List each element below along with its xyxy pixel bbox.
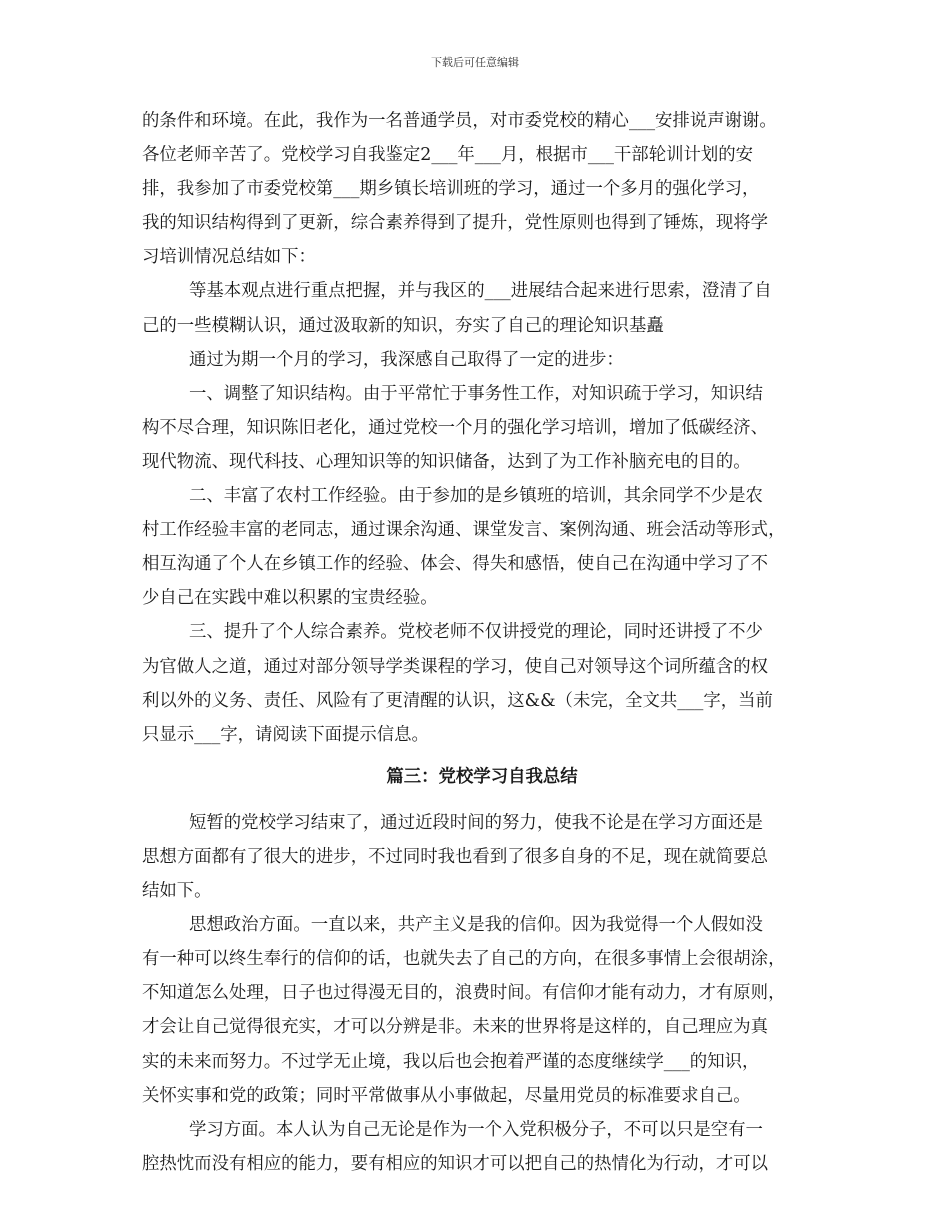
text-line: 我的知识结构得到了更新，综合素养得到了提升，党性原则也得到了锤炼，现将学 (142, 213, 769, 234)
paragraph (142, 806, 822, 908)
text-line: 等基本观点进行重点把握，并与我区的___进展结合起来进行思索，澄清了自 (189, 281, 772, 302)
text-line: 学习方面。本人认为自己无论是作为一个入党积极分子，不可以只是空有一 (189, 1119, 763, 1140)
text-line: 腔热忱而没有相应的能力，要有相应的知识才可以把自己的热情化为行动，才可以 (142, 1153, 769, 1174)
text-line: 结如下。 (142, 881, 212, 902)
paragraph (142, 908, 822, 1113)
text-line: 思想政治方面。一直以来，共产主义是我的信仰。因为我觉得一个人假如没 (189, 915, 763, 936)
text-line: 现代物流、现代科技、心理知识等的知识储备，达到了为工作补脑充电的目的。 (142, 451, 751, 472)
text-line: 为官做人之道，通过对部分领导学类课程的学习，使自己对领导这个词所蕴含的权 (142, 656, 769, 677)
paragraph (142, 343, 822, 377)
text-line: 构不尽合理，知识陈旧老化，通过党校一个月的强化学习培训，增加了低碳经济、 (142, 417, 769, 438)
text-line: 有一种可以终生奉行的信仰的话，也就失去了自己的方向，在很多事情上会很胡涂， (142, 949, 786, 970)
text-line: 一、调整了知识结构。由于平常忙于事务性工作，对知识疏于学习，知识结 (189, 383, 763, 404)
text-line: 少自己在实践中难以积累的宝贵经验。 (142, 588, 438, 609)
document-body (142, 104, 822, 1181)
paragraph (142, 615, 822, 751)
text-line: 利以外的义务、责任、风险有了更清醒的认识，这&&（未完，全文共___字，当前 (142, 690, 773, 711)
text-line: 实的未来而努力。不过学无止境，我以后也会抱着严谨的态度继续学___的知识， (142, 1051, 760, 1072)
text-line: 通过为期一个月的学习，我深感自己取得了一定的进步： (189, 349, 624, 370)
paragraph (142, 377, 822, 479)
paragraph (142, 104, 822, 274)
text-line: 二、丰富了农村工作经验。由于参加的是乡镇班的培训，其余同学不少是农 (189, 486, 763, 507)
text-line: 关怀实事和党的政策；同时平常做事从小事做起，尽量用党员的标准要求自己。 (142, 1085, 751, 1106)
text-line: 的条件和环境。在此，我作为一名普通学员，对市委党校的精心___安排说声谢谢。 (142, 111, 777, 131)
text-line: 三、提升了个人综合素养。党校老师不仅讲授党的理论，同时还讲授了不少 (189, 622, 763, 643)
section-heading: 篇三：党校学习自我总结 (386, 766, 578, 787)
text-line: 短暂的党校学习结束了，通过近段时间的努力，使我不论是在学习方面还是 (189, 812, 763, 833)
text-line: 相互沟通了个人在乡镇工作的经验、体会、得失和感悟，使自己在沟通中学习了不 (142, 554, 769, 575)
text-line: 村工作经验丰富的老同志，通过课余沟通、课堂发言、案例沟通、班会活动等形式， (142, 520, 786, 541)
text-line: 不知道怎么处理，日子也过得漫无目的，浪费时间。有信仰才能有动力，才有原则， (142, 983, 786, 1004)
paragraph (142, 479, 822, 615)
text-line: 思想方面都有了很大的进步，不过同时我也看到了很多自身的不足，现在就简要总 (142, 846, 769, 867)
text-line: 排，我参加了市委党校第___期乡镇长培训班的学习，通过一个多月的强化学习， (142, 179, 760, 200)
text-line: 只显示___字，请阅读下面提示信息。 (142, 724, 429, 745)
text-line: 才会让自己觉得很充实，才可以分辨是非。未来的世界将是这样的，自己理应为真 (142, 1017, 769, 1038)
text-line: 习培训情况总结如下： (142, 247, 316, 268)
paragraph (142, 274, 822, 342)
page-header: 下载后可任意编辑 (431, 56, 519, 69)
text-line: 各位老师辛苦了。党校学习自我鉴定2___年___月，根据市___干部轮训计划的安 (142, 145, 754, 166)
paragraph (142, 1113, 822, 1181)
text-line: 己的一些模糊认识，通过汲取新的知识，夯实了自己的理论知识基矗 (142, 315, 664, 336)
